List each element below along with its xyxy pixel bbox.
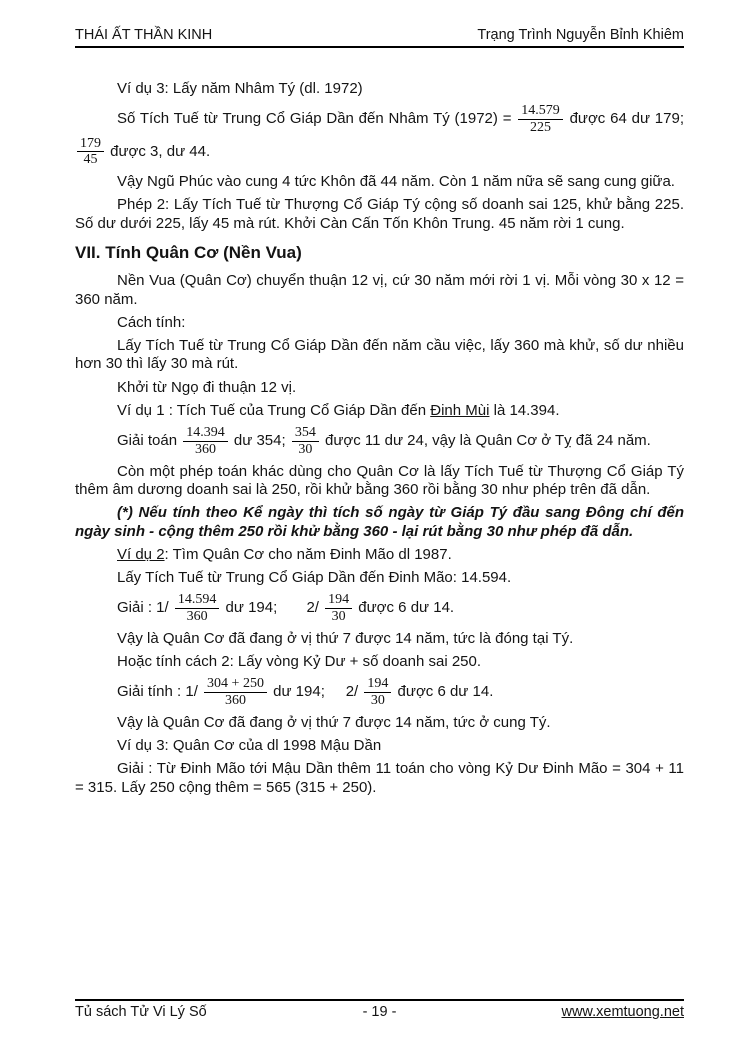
- paragraph: Ví dụ 1 : Tích Tuế của Trung Cổ Giáp Dần đến Đinh Mùi là 14.394.: [117, 402, 560, 420]
- underlined-text: Ví dụ 2: [117, 545, 165, 563]
- fraction: $\frac{304 + 250}{360}$: [202, 676, 269, 708]
- paragraph: Khởi từ Ngọ đi thuận 12 vị.: [117, 378, 297, 396]
- paragraph: Giải : Từ Đinh Mão tới Mậu Dần thêm 11 toán cho vòng Kỷ Dư Đinh Mão = 304 + 11 = 315. Lấy 250 cộng thêm = 565 (315 + 250).: [75, 760, 684, 796]
- fraction: $\frac{14.594}{360}$: [173, 592, 222, 624]
- paragraph: Lấy Tích Tuế từ Trung Cổ Giáp Dần đến năm cầu việc, lấy 360 mà khử, số dư nhiều hơn 30 thì lấy 30 mà rút.: [75, 337, 684, 373]
- paragraph: Cách tính:: [117, 313, 186, 331]
- paragraph: Ví dụ 3: Quân Cơ của dl 1998 Mậu Dần: [117, 737, 382, 755]
- footer-website-link[interactable]: www.xemtuong.net: [561, 1004, 684, 1020]
- paragraph: Giải : 1/ $\frac{14.594}{360}$ dư 194; 2/ $\frac{194}{30}$ được 6 dư 14.: [117, 592, 455, 625]
- paragraph: Hoặc tính cách 2: Lấy vòng Kỷ Dư + số doanh sai 250.: [117, 653, 482, 671]
- fraction: $\frac{194}{30}$: [362, 676, 393, 708]
- page-footer: [75, 1004, 684, 1021]
- fraction: $\frac{14.579}{225}$: [516, 103, 565, 135]
- page-header: [75, 27, 684, 44]
- header-book-title: THÁI ẤT THẦN KINH: [75, 27, 213, 43]
- paragraph: Số Tích Tuế từ Trung Cổ Giáp Dần đến Nhâm Tý (1972) = $\frac{14.579}{225}$ được 64 dư 179; $\frac{179}{45}$ được 3, dư 44.: [75, 103, 684, 168]
- paragraph: Vậy là Quân Cơ đã đang ở vị thứ 7 được 14 năm, tức là đóng tại Tý.: [117, 629, 574, 647]
- footer-page-number: - 19 -: [362, 1004, 397, 1020]
- paragraph: Nền Vua (Quân Cơ) chuyển thuận 12 vị, cứ 30 năm mới rời 1 vị. Mỗi vòng 30 x 12 = 360 năm.: [75, 272, 684, 308]
- paragraph: Còn một phép toán khác dùng cho Quân Cơ là lấy Tích Tuế từ Thượng Cổ Giáp Tý thêm âm dương doanh sai là 250, rồi khử bằng 360 rồi bằng 30 như phép trên đã dẫn.: [75, 462, 684, 498]
- fraction: $\frac{14.394}{360}$: [181, 425, 230, 457]
- header-rule: [75, 46, 684, 48]
- paragraph: Giải tính : 1/ $\frac{304 + 250}{360}$ dư 194; 2/ $\frac{194}{30}$ được 6 dư 14.: [117, 676, 494, 709]
- paragraph: Lấy Tích Tuế từ Trung Cổ Giáp Dần đến Đinh Mão: 14.594.: [117, 569, 512, 587]
- footer-series-label: Tủ sách Tử Vi Lý Số: [75, 1004, 207, 1020]
- paragraph: Giải toán $\frac{14.394}{360}$ dư 354; $\frac{354}{30}$ được 11 dư 24, vậy là Quân Cơ ở Tỵ đã 24 năm.: [117, 425, 651, 458]
- fraction: $\frac{354}{30}$: [290, 425, 321, 457]
- paragraph: (*) Nếu tính theo Kể ngày thì tích số ngày từ Giáp Tý đầu sang Đông chí đến ngày sinh - cộng thêm 250 rồi khử bằng 360 - lại rút bằng 30 như phép đã dẫn.: [75, 504, 684, 540]
- fraction: $\frac{194}{30}$: [323, 592, 354, 624]
- paragraph: Vậy Ngũ Phúc vào cung 4 tức Khôn đã 44 năm. Còn 1 năm nữa sẽ sang cung giữa.: [117, 172, 675, 190]
- underlined-text: Đinh Mùi: [430, 402, 490, 420]
- paragraph: Ví dụ 3: Lấy năm Nhâm Tý (dl. 1972): [117, 80, 363, 97]
- section-heading: VII. Tính Quân Cơ (Nền Vua): [75, 242, 302, 262]
- paragraph: Phép 2: Lấy Tích Tuế từ Thượng Cổ Giáp Tý cộng số doanh sai 125, khử bằng 225. Số dư dưới 225, lấy 45 mà rút. Khởi Càn Cấn Tốn Khôn Trung. 45 năm rời 1 cung.: [75, 196, 684, 232]
- header-author: Trạng Trình Nguyễn Bỉnh Khiêm: [477, 27, 684, 43]
- fraction: $\frac{179}{45}$: [75, 136, 106, 168]
- paragraph: Ví dụ 2: Tìm Quân Cơ cho năm Đinh Mão dl 1987.: [117, 545, 452, 563]
- footer-rule: [75, 999, 684, 1001]
- document-body: [75, 80, 684, 802]
- paragraph: Vậy là Quân Cơ đã đang ở vị thứ 7 được 14 năm, tức ở cung Tý.: [117, 713, 551, 731]
